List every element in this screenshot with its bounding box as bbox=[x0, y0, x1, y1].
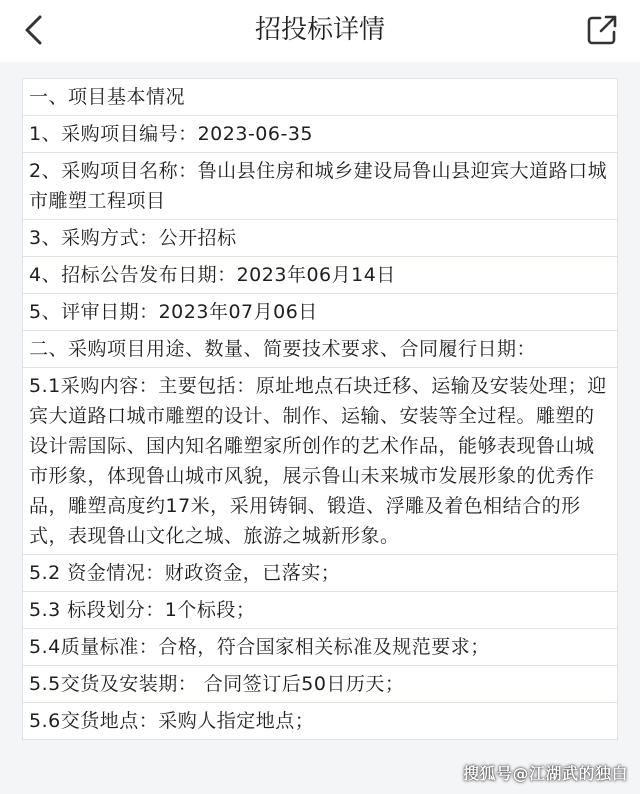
procurement-content-row: 5.1采购内容：主要包括：原址地点石块迁移、运输及安装处理；迎宾大道路口城市雕塑的设计、制作、运输、安装等全过程。雕塑的设计需国际、国内知名雕塑家所创作的艺术作品，能够表现鲁山城市形象，体现鲁山城市风貌，展示鲁山未来城市发展形象的优秀作品，雕塑高度约17米，采用铸铜、锻造、浮雕及着色相结合的形式，表现鲁山文化之城、旅游之城新形象。 bbox=[23, 368, 617, 555]
delivery-location-row: 5.6交货地点：采购人指定地点； bbox=[23, 703, 617, 740]
announcement-date-row: 4、招标公告发布日期：2023年06月14日 bbox=[23, 257, 617, 294]
quality-standard-row: 5.4质量标准：合格，符合国家相关标准及规范要求； bbox=[23, 629, 617, 666]
page-title: 招投标详情 bbox=[254, 15, 385, 45]
top-bar bbox=[0, 0, 640, 62]
tender-detail-document bbox=[22, 78, 618, 740]
watermark: 搜狐号@江湖武的独白 bbox=[462, 764, 628, 783]
section-heading-basic-info: 一、项目基本情况 bbox=[23, 78, 617, 116]
content-area[interactable] bbox=[0, 62, 640, 794]
review-date-row: 5、评审日期：2023年07月06日 bbox=[23, 294, 617, 331]
procurement-method-row: 3、采购方式：公开招标 bbox=[23, 220, 617, 257]
share-external-icon bbox=[586, 14, 618, 46]
section-heading-requirements: 二、采购项目用途、数量、简要技术要求、合同履行日期： bbox=[23, 331, 617, 368]
share-button[interactable] bbox=[582, 10, 622, 50]
project-number-row: 1、采购项目编号：2023-06-35 bbox=[23, 116, 617, 153]
project-name-row: 2、采购项目名称：鲁山县住房和城乡建设局鲁山县迎宾大道路口城市雕塑工程项目 bbox=[23, 153, 617, 220]
delivery-period-row: 5.5交货及安装期： 合同签订后50日历天； bbox=[23, 666, 617, 703]
funding-row: 5.2 资金情况：财政资金，已落实； bbox=[23, 555, 617, 592]
lot-division-row: 5.3 标段划分：1个标段； bbox=[23, 592, 617, 629]
